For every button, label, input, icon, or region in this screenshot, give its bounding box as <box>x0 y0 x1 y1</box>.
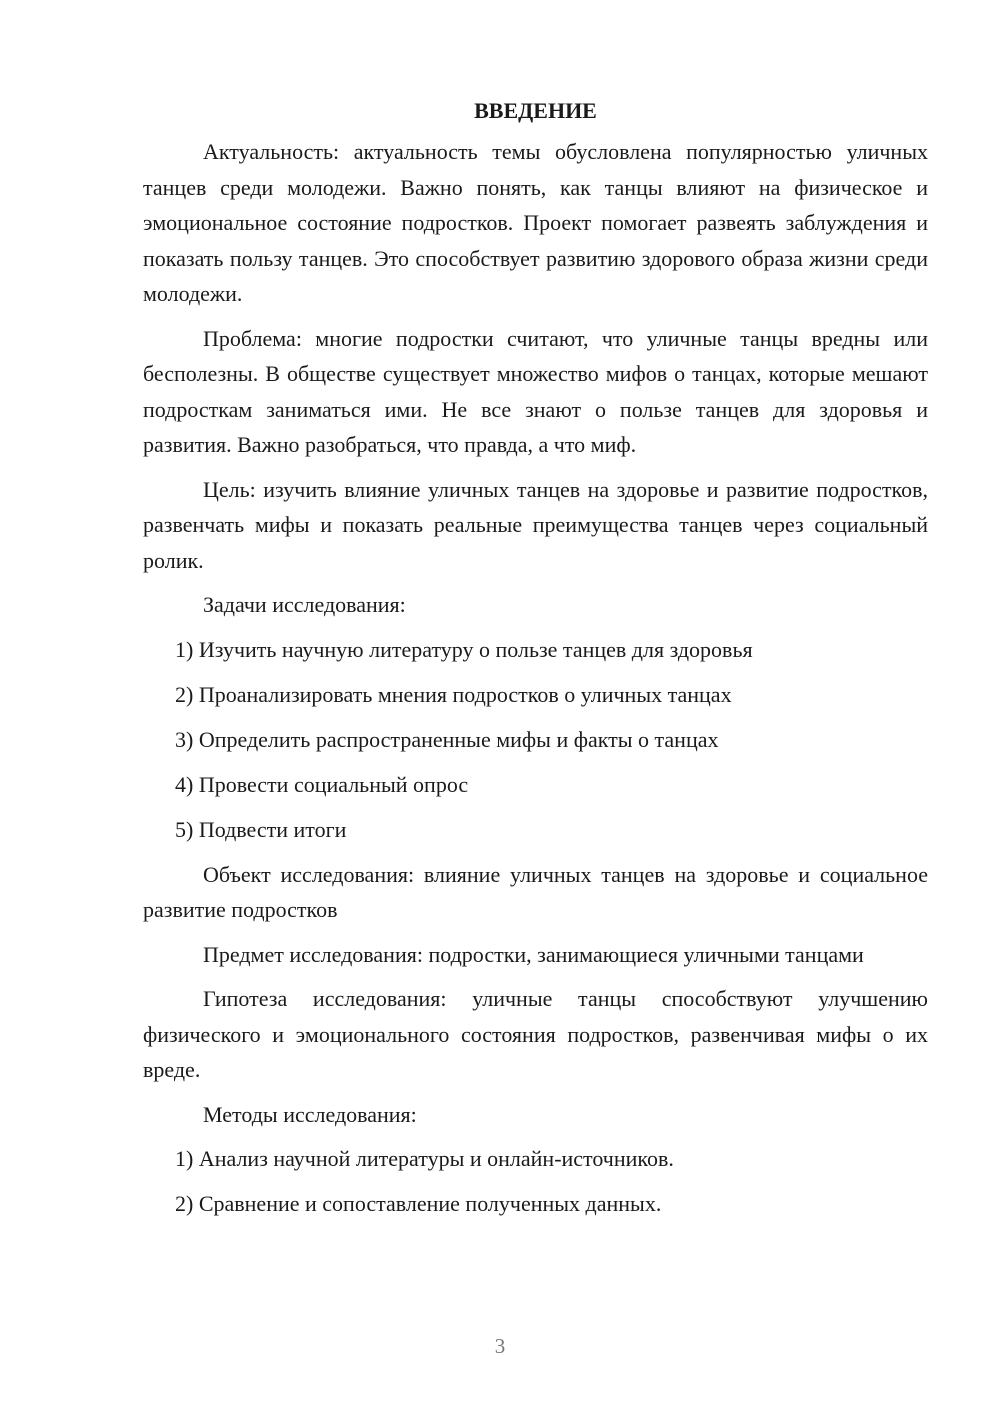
tasks-list <box>143 632 928 848</box>
document-page <box>143 96 928 1231</box>
list-item: 4) Провести социальный опрос <box>175 771 469 797</box>
list-item: 3) Определить распространенные мифы и факты о танцах <box>175 726 719 752</box>
goal-paragraph: Цель: изучить влияние уличных танцев на здоровье и развитие подростков, развенчать мифы и показать реальные преимущества танцев через социальный ролик. <box>143 476 928 573</box>
methods-heading: Методы исследования: <box>203 1101 417 1127</box>
problem-paragraph: Проблема: многие подростки считают, что уличные танцы вредны или бесполезны. В обществе существует множество мифов о танцах, которые мешают подросткам заниматься ими. Не все знают о пользе танцев для здоровья и развития. Важно разобраться, что правда, а что миф. <box>143 325 928 457</box>
list-item: 2) Сравнение и сопоставление полученных данных. <box>175 1191 662 1216</box>
methods-list <box>143 1141 928 1222</box>
list-item: 2) Проанализировать мнения подростков о уличных танцах <box>175 681 732 707</box>
subject-paragraph: Предмет исследования: подростки, занимающиеся уличными танцами <box>203 941 864 967</box>
list-item: 5) Подвести итоги <box>175 816 347 842</box>
tasks-heading: Задачи исследования: <box>203 592 406 617</box>
list-item: 1) Анализ научной литературы и онлайн-источников. <box>175 1146 674 1171</box>
relevance-paragraph: Актуальность: актуальность темы обусловлена популярностью уличных танцев среди молодежи. Важно понять, как танцы влияют на физическое и эмоциональное состояние подростков. Проект помогает развеять заблуждения и показать пользу танцев. Это способствует развитию здорового образа жизни среди молодежи. <box>143 139 928 306</box>
hypothesis-paragraph: Гипотеза исследования: уличные танцы способствуют улучшению физического и эмоционального состояния подростков, развенчивая мифы о их вреде. <box>143 986 928 1082</box>
object-paragraph: Объект исследования: влияние уличных танцев на здоровье и социальное развитие подростков <box>143 861 928 922</box>
list-item: 1) Изучить научную литературу о пользе танцев для здоровья <box>175 636 753 662</box>
page-number: 3 <box>494 1334 506 1358</box>
section-title: ВВЕДЕНИЕ <box>474 98 597 123</box>
